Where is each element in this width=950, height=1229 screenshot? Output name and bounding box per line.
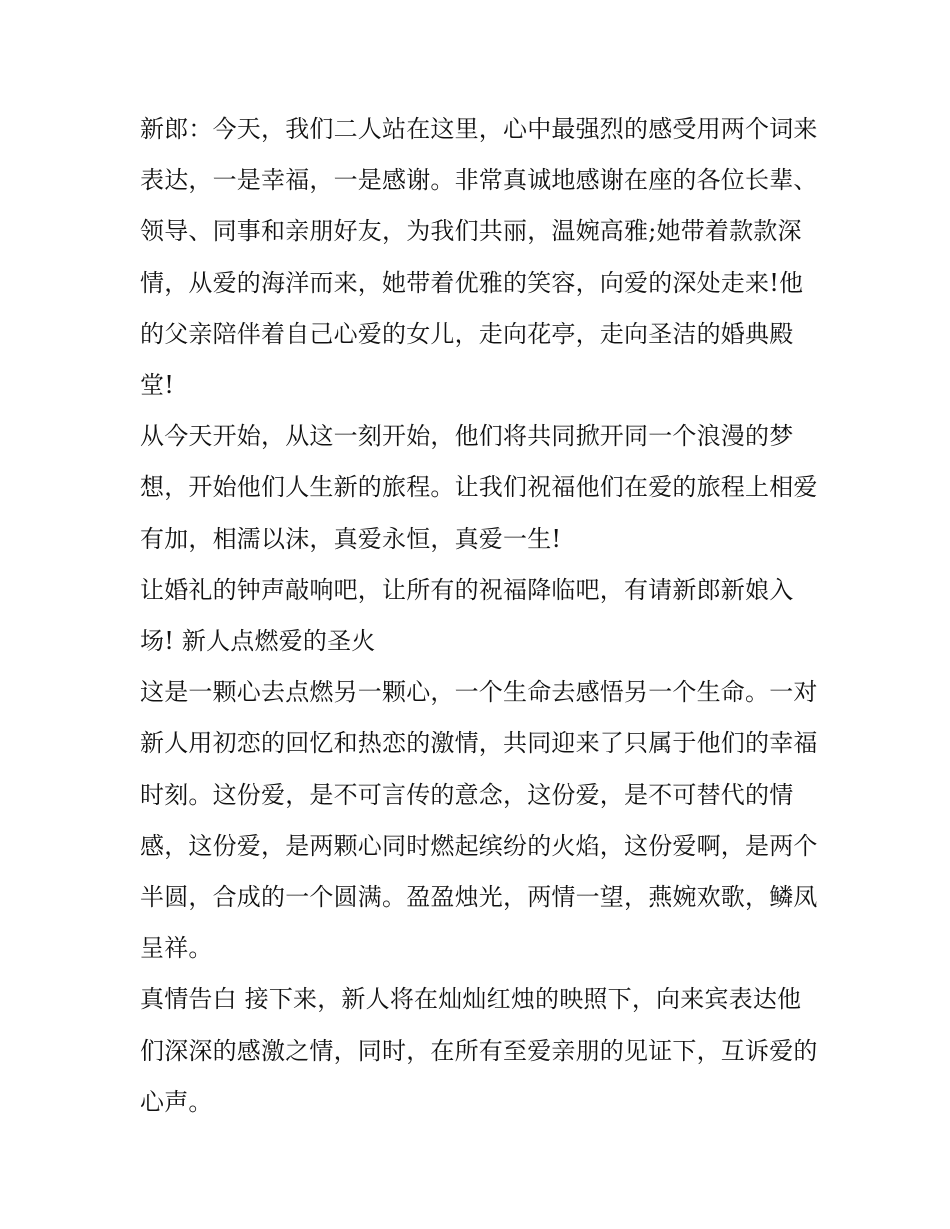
document-body [140,104,820,1128]
paragraph-sacred-fire: 这是一颗心去点燃另一颗心，一个生命去感悟另一个生命。一对新人用初恋的回忆和热恋的激情，共同迎来了只属于他们的幸福时刻。这份爱，是不可言传的意念，这份爱，是不可替代的情感，这份爱，是两颗心同时燃起缤纷的火焰，这份爱啊，是两个半圆，合成的一个圆满。盈盈烛光，两情一望，燕婉欢歌，鳞凤呈祥。 [140,678,818,963]
paragraph-wedding-bells: 让婚礼的钟声敲响吧，让所有的祝福降临吧，有请新郎新娘入场! 新人点燃爱的圣火 [140,575,794,656]
paragraph-new-journey: 从今天开始，从这一刻开始，他们将共同掀开同一个浪漫的梦想，开始他们人生新的旅程。让我们祝福他们在爱的旅程上相爱有加，相濡以沫，真爱永恒，真爱一生! [140,422,818,553]
paragraph-groom-speech: 新郎：今天，我们二人站在这里，心中最强烈的感受用两个词来表达，一是幸福，一是感谢。非常真诚地感谢在座的各位长辈、领导、同事和亲朋好友，为我们共丽，温婉高雅;她带着款款深情，从爱的海洋而来，她带着优雅的笑容，向爱的深处走来!他的父亲陪伴着自己心爱的女儿，走向花亭，走向圣洁的婚典殿堂! [140,115,818,400]
paragraph-heartfelt-confession: 真情告白 接下来，新人将在灿灿红烛的映照下，向来宾表达他们深深的感激之情，同时，在所有至爱亲朋的见证下，互诉爱的心声。 [140,985,818,1116]
